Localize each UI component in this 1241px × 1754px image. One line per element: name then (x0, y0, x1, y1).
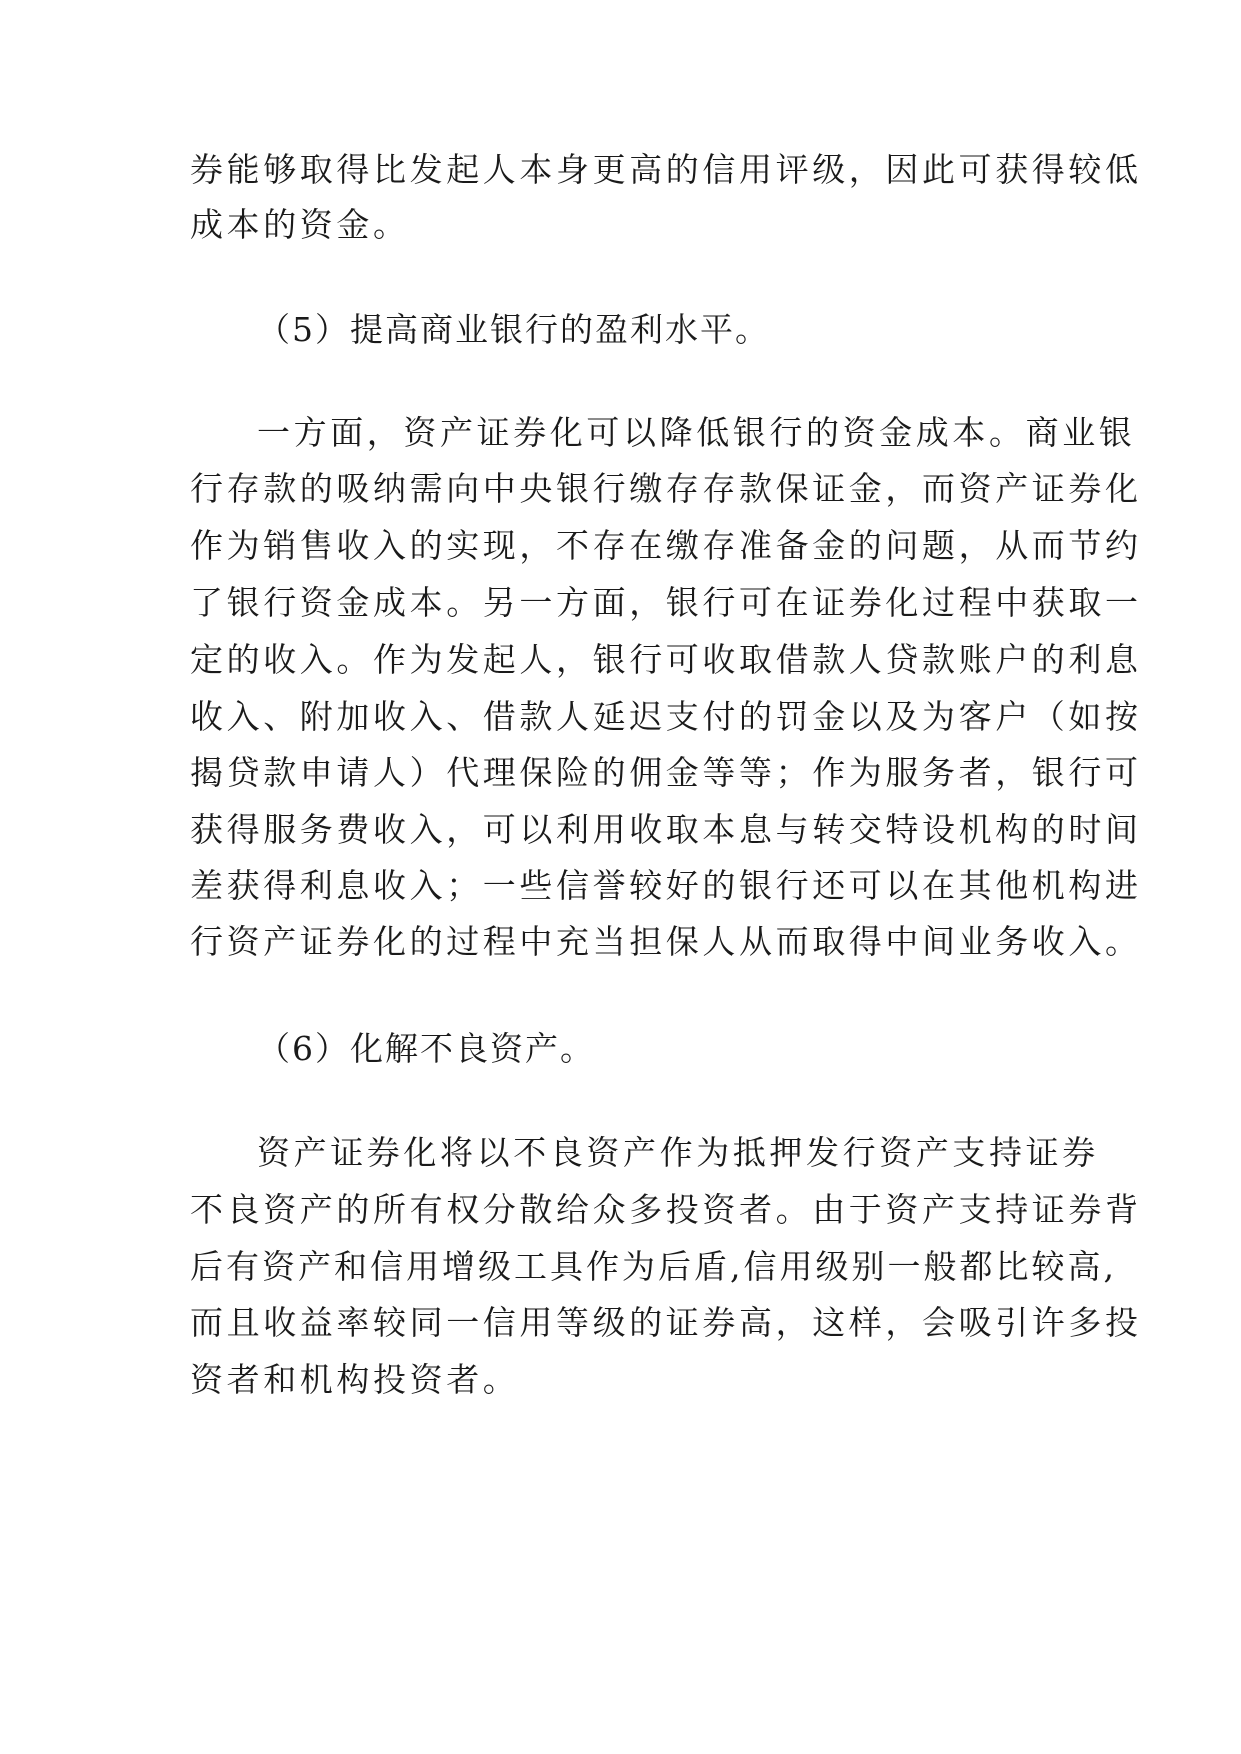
paragraph-2-line-1: 一方面，资产证券化可以降低银行的资金成本。商业银 (257, 413, 1136, 452)
paragraph-2-line-10: 行资产证券化的过程中充当担保人从而取得中间业务收入。 (190, 922, 1142, 961)
paragraph-2-line-8: 获得服务费收入，可以利用收取本息与转交特设机构的时间 (190, 810, 1142, 849)
paragraph-3-line-3: 后有资产和信用增级工具作为后盾,信用级别一般都比较高, (190, 1247, 1117, 1286)
paragraph-2-line-5: 定的收入。作为发起人，银行可收取借款人贷款账户的利息 (190, 640, 1142, 679)
paragraph-1-line-2: 成本的资金。 (190, 205, 410, 244)
paragraph-3-line-1: 资产证券化将以不良资产作为抵押发行资产支持证券 (257, 1133, 1099, 1172)
paragraph-2-line-2: 行存款的吸纳需向中央银行缴存存款保证金，而资产证券化 (190, 469, 1142, 508)
paragraph-2-line-7: 揭贷款申请人）代理保险的佣金等等；作为服务者，银行可 (190, 753, 1142, 792)
section-heading-5: （5）提高商业银行的盈利水平。 (257, 310, 770, 349)
section-heading-6: （6）化解不良资产。 (257, 1029, 595, 1068)
paragraph-2-line-3: 作为销售收入的实现，不存在缴存准备金的问题，从而节约 (190, 526, 1142, 565)
paragraph-1-line-1: 券能够取得比发起人本身更高的信用评级，因此可获得较低 (190, 150, 1142, 189)
paragraph-3-line-5: 资者和机构投资者。 (190, 1360, 520, 1399)
paragraph-2-line-4: 了银行资金成本。另一方面，银行可在证券化过程中获取一 (190, 583, 1142, 622)
paragraph-3-line-2: 不良资产的所有权分散给众多投资者。由于资产支持证券背 (190, 1190, 1142, 1229)
paragraph-3-line-4: 而且收益率较同一信用等级的证券高，这样，会吸引许多投 (190, 1303, 1142, 1342)
paragraph-2-line-6: 收入、附加收入、借款人延迟支付的罚金以及为客户（如按 (190, 697, 1142, 736)
paragraph-2-line-9: 差获得利息收入；一些信誉较好的银行还可以在其他机构进 (190, 866, 1142, 905)
